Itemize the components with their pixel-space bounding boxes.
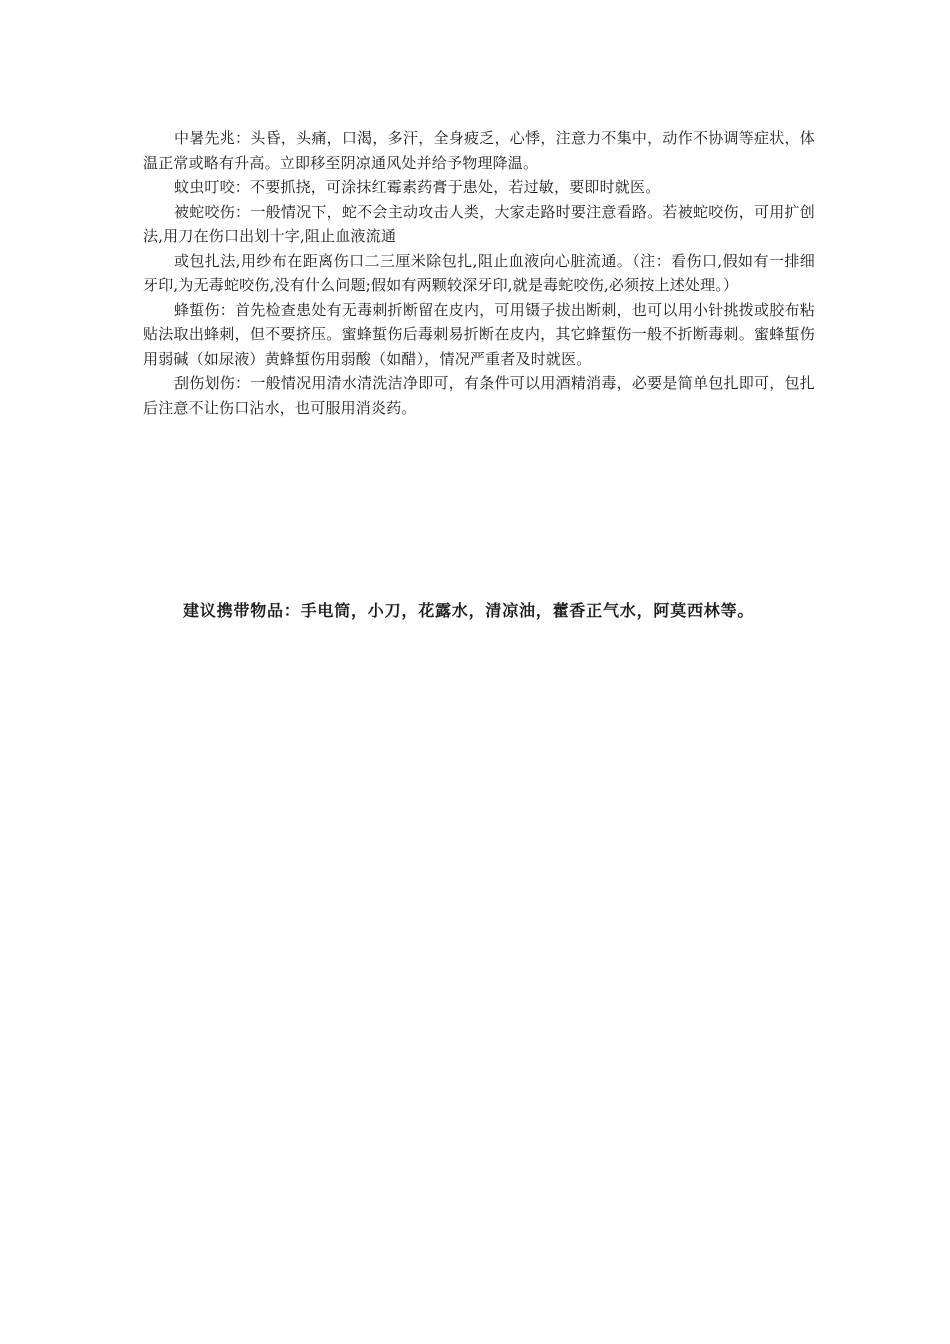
paragraph-heatstroke: 中暑先兆：头昏，头痛，口渴，多汗，全身疲乏，心悸，注意力不集中，动作不协调等症状，体温正常或略有升高。立即移至阴凉通风处并给予物理降温。 — [143, 129, 815, 172]
suggested-items-text: 建议携带物品：手电筒，小刀，花露水，清凉油，藿香正气水，阿莫西林等。 — [183, 601, 755, 620]
suggested-items-section — [143, 598, 815, 623]
paragraph-mosquito-bite: 蚊虫叮咬：不要抓挠，可涂抹红霉素药膏于患处，若过敏，要即时就医。 — [174, 178, 661, 196]
first-aid-section — [143, 126, 815, 420]
paragraph-bee-sting: 蜂蜇伤：首先检查患处有无毒刺折断留在皮内，可用镊子拔出断刺，也可以用小针挑拨或胶布粘贴法取出蜂刺，但不要挤压。蜜蜂蜇伤后毒刺易折断在皮内，其它蜂蜇伤一般不折断毒刺。蜜蜂蜇伤用弱碱（如尿液）黄蜂蜇伤用弱酸（如醋），情况严重者及时就医。 — [143, 300, 815, 368]
paragraph-snake-bite: 被蛇咬伤：一般情况下，蛇不会主动攻击人类，大家走路时要注意看路。若被蛇咬伤，可用扩创法,用刀在伤口出划十字,阻止血液流通 — [143, 202, 815, 245]
paragraph-scratch-wound: 刮伤划伤：一般情况用清水清洗洁净即可，有条件可以用酒精消毒，必要是简单包扎即可，包扎后注意不让伤口沾水，也可服用消炎药。 — [143, 374, 815, 417]
paragraph-snake-bandage: 或包扎法,用纱布在距离伤口二三厘米除包扎,阻止血液向心脏流通。（注：看伤口,假如有一排细牙印,为无毒蛇咬伤,没有什么问题;假如有两颗较深牙印,就是毒蛇咬伤,必须按上述处理。） — [143, 251, 815, 294]
